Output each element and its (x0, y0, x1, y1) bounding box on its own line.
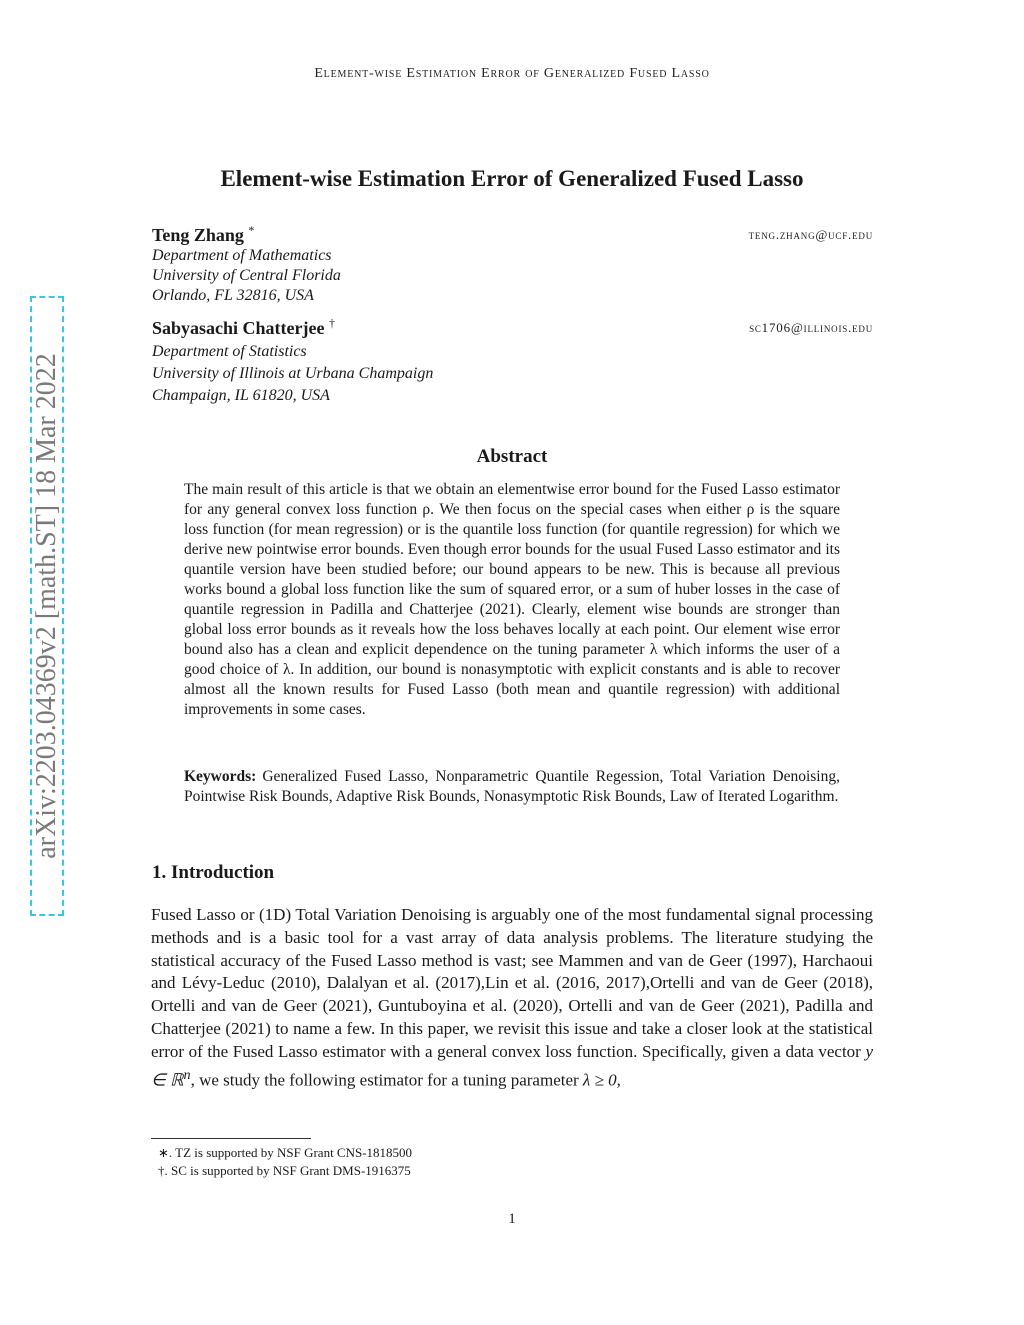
keywords-label: Keywords: (184, 768, 257, 785)
intro-text: Fused Lasso or (1D) Total Variation Denoising is arguably one of the most fundamental signal processing methods and is a basic tool for a vast array of data analysis problems. The literature studying the statistical accuracy of the Fused Lasso method is vast; see Mammen and van de Geer (1997), Harchaoui and Lévy-Leduc (2010), Dalalyan et al. (2017),Lin et al. (2016, 2017),Ortelli and van de Geer (2018), Ortelli and van de Geer (2021), Guntuboyina et al. (2020), Ortelli and van de Geer (2021), Padilla and Chatterjee (2021) to name a few. In this paper, we revisit this issue and take a closer look at the statistical error of the Fused Lasso estimator with a general convex loss function. Specifically, given a data vector (151, 905, 873, 1061)
affiliation-line: Orlando, FL 32816, USA (152, 287, 314, 304)
page-number: 1 (508, 1211, 516, 1227)
math-lambda: λ ≥ 0, (582, 1070, 621, 1090)
math-n: n (183, 1066, 191, 1083)
math-y: y ∈ ℝ (151, 1041, 873, 1090)
abstract-heading: Abstract (476, 446, 548, 467)
arxiv-stamp-text: arXiv:2203.04369v2 [math.ST] 18 Mar 2022 (31, 353, 62, 859)
abstract-text: The main result of this article is that we obtain an elementwise error bound for the Fused Lasso estimator for any general convex loss function ρ. We then focus on the special cases when either ρ is the square loss function (for mean regression) or is the quantile loss function (for quantile regression) for which we derive new pointwise error bounds. Even though error bounds for the usual Fused Lasso estimator and its quantile version have been studied before; our bound appears to be new. This is because all previous works bound a global loss function like the sum of squared error, or a sum of huber losses in the case of quantile regression in Padilla and Chatterjee (2021). Clearly, element wise bounds are stronger than global loss error bounds as it reveals how the loss behaves locally at each point. Our element wise error bound also has a clean and explicit dependence on the tuning parameter λ which informs the user of a good choice of λ. In addition, our bound is nonasymptotic with explicit constants and is able to recover almost all the known results for Fused Lasso (both mean and quantile regression) with additional improvements in some cases. (184, 481, 840, 718)
keywords-text: Generalized Fused Lasso, Nonparametric Quantile Regession, Total Variation Denoising, Pointwise Risk Bounds, Adaptive Risk Bounds, Nonasymptotic Risk Bounds, Law of Iterated Logarithm. (184, 768, 840, 805)
introduction-paragraph (151, 904, 873, 1092)
affiliation-line: Champaign, IL 61820, USA (152, 387, 330, 404)
arxiv-stamp[interactable] (30, 296, 64, 916)
author-email-1[interactable]: teng.zhang@ucf.edu (748, 227, 873, 242)
footnote-1: ∗. TZ is supported by NSF Grant CNS-1818500 (158, 1145, 413, 1160)
section-heading: 1. Introduction (152, 862, 275, 883)
author-affiliation-2 (152, 341, 433, 407)
paper-title: Element-wise Estimation Error of Generalized Fused Lasso (220, 166, 804, 191)
author-name-1: Teng Zhang * (152, 223, 255, 245)
author-mark-2: † (328, 316, 335, 330)
author-name-2: Sabyasachi Chatterjee † (152, 316, 335, 338)
affiliation-line: Department of Statistics (152, 343, 307, 360)
intro-text-2: , we study the following estimator for a tuning parameter (190, 1070, 583, 1090)
author-affiliation-1 (152, 246, 341, 306)
affiliation-line: Department of Mathematics (152, 247, 332, 264)
footnote-2: †. SC is supported by NSF Grant DMS-1916375 (158, 1163, 411, 1178)
running-head: Element-wise Estimation Error of Generalized Fused Lasso (314, 66, 710, 81)
author-email-2[interactable]: sc1706@illinois.edu (749, 320, 873, 335)
affiliation-line: University of Illinois at Urbana Champaign (152, 365, 434, 382)
keywords (184, 767, 840, 807)
author-mark-1: * (248, 223, 255, 237)
affiliation-line: University of Central Florida (152, 267, 341, 284)
footnote-rule (151, 1138, 311, 1139)
